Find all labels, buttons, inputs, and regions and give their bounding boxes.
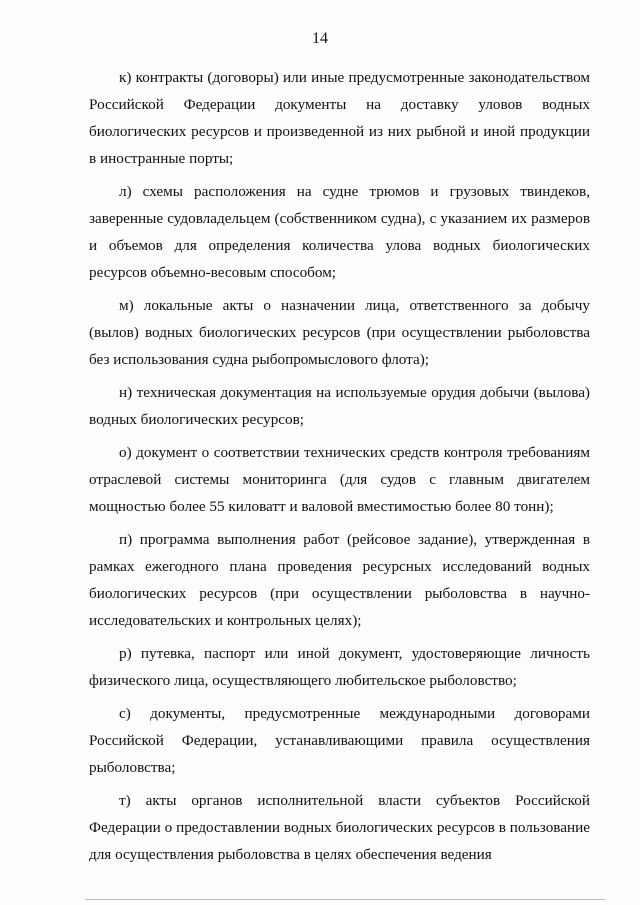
- paragraph-o: о) документ о соответствии технических средств контроля требованиям отраслевой системы мониторинга (для судов с главным двигателем мощностью более 55 киловатт и валовой вместимостью более 80 тонн);: [89, 444, 590, 515]
- paragraph-m: м) локальные акты о назначении лица, ответственного за добычу (вылов) водных биологических ресурсов (при осуществлении рыболовства без использования судна рыбопромыслового флота);: [89, 297, 590, 368]
- paragraph-p: п) программа выполнения работ (рейсовое задание), утвержденная в рамках ежегодного плана проведения ресурсных исследований водных биологических ресурсов (при осуществлении рыболовства в научно-исследовательских и контрольных целях);: [89, 531, 590, 629]
- paragraph-r: р) путевка, паспорт или иной документ, удостоверяющие личность физического лица, осуществляющего любительское рыболовство;: [89, 645, 590, 689]
- scan-edge-line: [85, 899, 605, 900]
- paragraph-n: н) техническая документация на используемые орудия добычи (вылова) водных биологических ресурсов;: [89, 384, 590, 428]
- paragraph-t: т) акты органов исполнительной власти субъектов Российской Федерации о предоставлении водных биологических ресурсов в пользование для осуществления рыболовства в целях обеспечения ведения: [89, 792, 590, 863]
- paragraph-l: л) схемы расположения на судне трюмов и грузовых твиндеков, заверенные судовладельцем (собственником судна), с указанием их размеров и объемов для определения количества улова водных биологических ресурсов объемно-весовым способом;: [89, 183, 590, 281]
- paragraph-s: с) документы, предусмотренные международными договорами Российской Федерации, устанавливающими правила осуществления рыболовства;: [89, 705, 590, 776]
- page-number: 14: [312, 30, 328, 47]
- paragraph-k: к) контракты (договоры) или иные предусмотренные законодательством Российской Федерации документы на доставку уловов водных биологических ресурсов и произведенной из них рыбной и иной продукции в иностранные порты;: [89, 69, 590, 167]
- document-body: [89, 64, 590, 874]
